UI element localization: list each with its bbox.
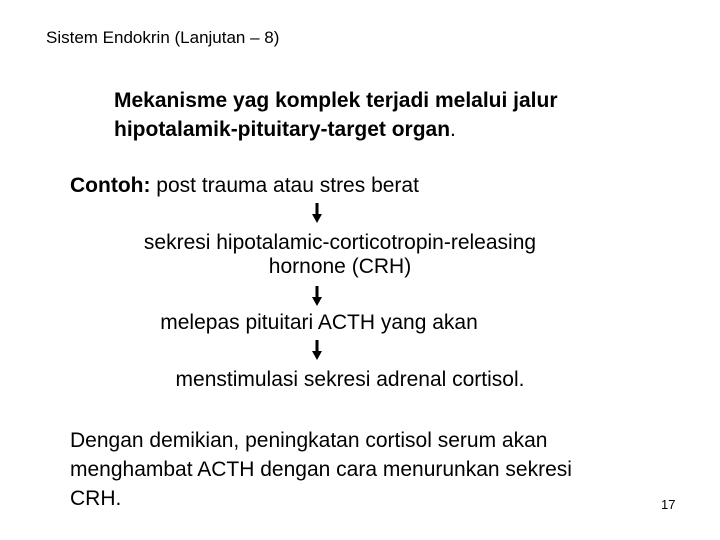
example-label: Contoh: [70, 174, 151, 197]
down-arrow-icon [312, 203, 322, 223]
intro-paragraph [114, 86, 558, 144]
example-text: post trauma atau stres berat [150, 174, 419, 197]
flow-step-1-line-1: sekresi hipotalamic-corticotropin-releasing [143, 231, 537, 254]
conclusion-paragraph [70, 426, 572, 513]
flow-step-3: menstimulasi sekresi adrenal cortisol. [175, 368, 525, 391]
flow-step-2: melepas pituitari ACTH yang akan [160, 311, 478, 334]
intro-line-1: Mekanisme yag komplek terjadi melalui jalur [114, 89, 558, 112]
slide-title: Sistem Endokrin (Lanjutan – 8) [46, 28, 280, 47]
intro-line-2-bold: hipotalamik-pituitary-target organ [114, 118, 451, 141]
intro-line-2-end: . [450, 118, 456, 141]
example-line [70, 174, 419, 198]
page-number: 17 [661, 497, 676, 512]
flow-step-1 [114, 231, 566, 279]
intro-line-2 [114, 115, 558, 144]
conclusion-line-1: Dengan demikian, peningkatan cortisol serum akan [70, 429, 548, 452]
conclusion-line-3: CRH. [70, 487, 122, 510]
down-arrow-icon [312, 340, 322, 360]
flow-step-1-line-2: hornone (CRH) [268, 255, 412, 278]
conclusion-line-2: menghambat ACTH dengan cara menurunkan sekresi [70, 458, 572, 481]
down-arrow-icon [312, 286, 322, 306]
